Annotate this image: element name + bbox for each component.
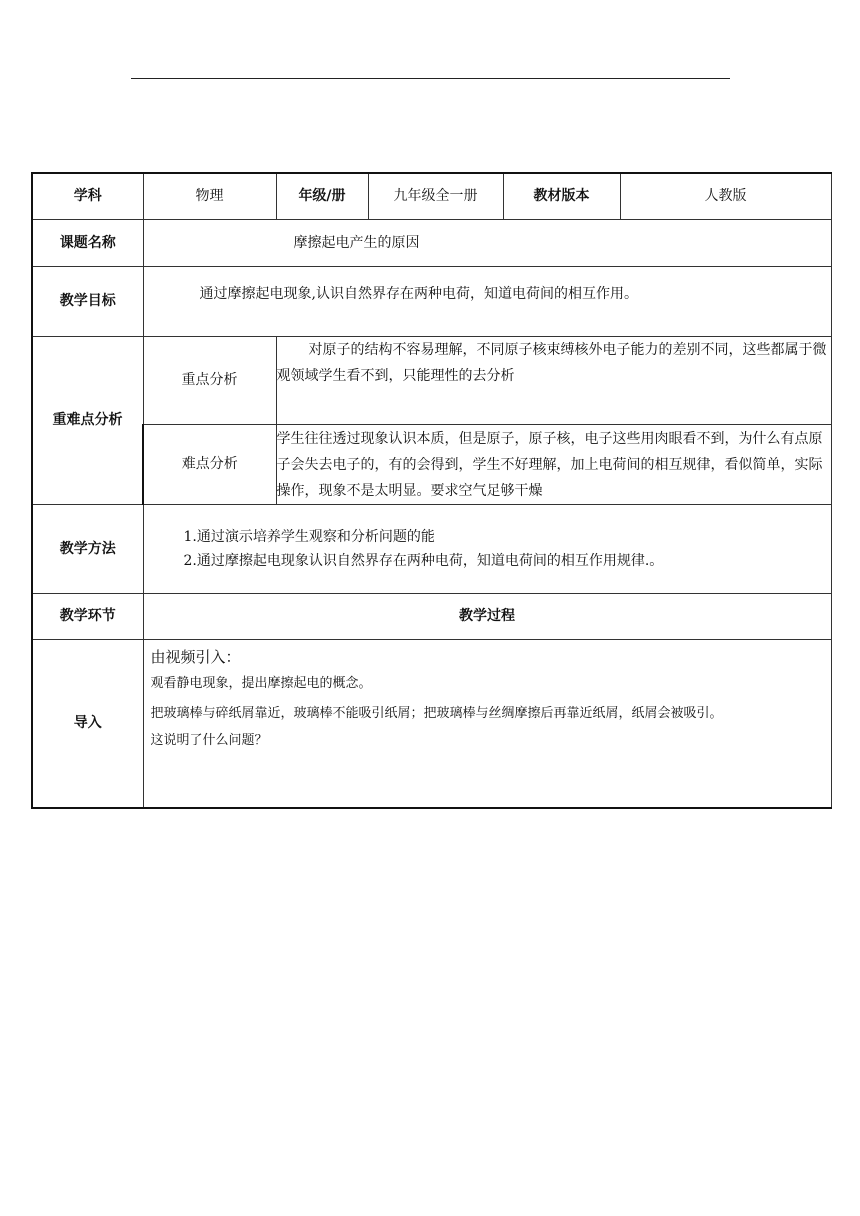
- methods-row: [32, 504, 831, 593]
- key-analysis-text: 对原子的结构不容易理解，不同原子核束缚核外电子能力的差别不同，这些都属于微观领域学生看不到，只能理性的去分析: [276, 336, 831, 424]
- edition-label: 教材版本: [503, 173, 620, 219]
- methods-list: [143, 504, 831, 593]
- intro-content: [143, 639, 831, 808]
- hard-analysis-text: 学生往往透过现象认识本质，但是原子，原子核，电子这些用肉眼看不到，为什么有点原子会失去电子的，有的会得到，学生不好理解，加上电荷间的相互规律，看似简单，实际操作，现象不是太明显。要求空气足够干燥: [276, 424, 831, 504]
- key-point-row: [32, 336, 831, 424]
- topic-value: 摩擦起电产生的原因: [143, 219, 831, 266]
- goals-row: [32, 266, 831, 336]
- intro-lead: 由视频引入：: [150, 647, 241, 666]
- info-row: [32, 173, 831, 219]
- lesson-plan-table: [31, 172, 832, 809]
- process-label: 教学过程: [143, 593, 831, 639]
- grade-label: 年级/册: [276, 173, 368, 219]
- intro-label: 导入: [32, 639, 143, 808]
- key-analysis-label: 重点分析: [143, 336, 276, 424]
- difficulty-label: 重难点分析: [32, 336, 143, 504]
- subject-label: 学科: [32, 173, 143, 219]
- intro-row: [32, 639, 831, 808]
- methods-label: 教学方法: [32, 504, 143, 593]
- header-rule: [131, 78, 730, 79]
- goals-label: 教学目标: [32, 266, 143, 336]
- subject-value: 物理: [143, 173, 276, 219]
- edition-value: 人教版: [620, 173, 831, 219]
- grade-value: 九年级全一册: [368, 173, 503, 219]
- intro-line: 观看静电现象，提出摩擦起电的概念。: [150, 675, 372, 691]
- intro-line: 这说明了什么问题？: [150, 732, 268, 748]
- topic-label: 课题名称: [32, 219, 143, 266]
- topic-row: [32, 219, 831, 266]
- hard-point-row: [32, 424, 831, 504]
- method-item: 1.通过演示培养学生观察和分析问题的能: [183, 528, 435, 545]
- method-item: 2.通过摩擦起电现象认识自然界存在两种电荷，知道电荷间的相互作用规律.。: [183, 552, 664, 569]
- intro-line: 把玻璃棒与碎纸屑靠近，玻璃棒不能吸引纸屑；把玻璃棒与丝绸摩擦后再靠近纸屑，纸屑会被吸引。: [150, 705, 723, 721]
- stage-label: 教学环节: [32, 593, 143, 639]
- hard-analysis-label: 难点分析: [143, 424, 276, 504]
- goals-text: 通过摩擦起电现象,认识自然界存在两种电荷，知道电荷间的相互作用。: [143, 266, 831, 336]
- process-header-row: [32, 593, 831, 639]
